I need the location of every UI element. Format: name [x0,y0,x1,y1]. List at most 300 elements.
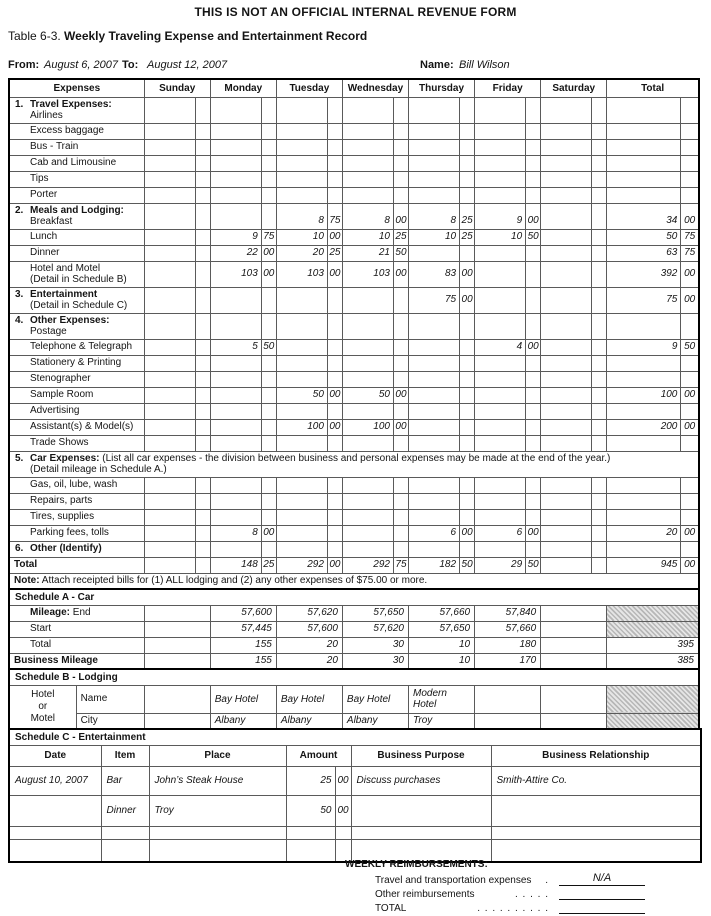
row-label: Cab and Limousine [30,157,117,169]
cell-wed-cents [393,493,408,509]
cell-wed-dollars [342,187,393,203]
cell-sat-dollars [541,435,592,451]
cell-mon-dollars: 5 [210,339,261,355]
cell-mon-dollars [210,123,261,139]
expense-label-cell [9,435,144,451]
mileage-label-cell [9,653,144,669]
cell-fri-dollars: 9 [475,203,526,229]
cell-tue-dollars: 10 [276,229,327,245]
expense-row [9,387,699,403]
entertainment-amount-dollars: 25 [286,766,335,795]
cell-sun-dollars [144,203,195,229]
row-label: Repairs, parts [30,495,93,507]
cell-sun-dollars [144,435,195,451]
section-span-cell [9,573,699,589]
cell-wed-dollars: 8 [342,203,393,229]
expense-label-cell [9,477,144,493]
cell-total-dollars [607,139,681,155]
cell-fri-cents: 00 [526,525,541,541]
table-number: Table 6-3. [8,29,61,43]
cell-tue-dollars [276,171,327,187]
cell-thu-cents: 00 [460,525,475,541]
lodging-cell-sun [144,713,210,729]
cell-tue-cents: 00 [327,229,342,245]
cell-sat-cents [592,435,607,451]
cell-sat-dollars [541,229,592,245]
cell-fri-cents [526,541,541,557]
cell-sun-dollars [144,509,195,525]
mileage-label-cell [9,637,144,653]
cell-mon-dollars [210,171,261,187]
cell-sat-cents [592,403,607,419]
cell-sat-cents [592,123,607,139]
lodging-cell-sun [144,685,210,713]
cell-mon-dollars [210,287,261,313]
entertainment-place [149,839,286,862]
cell-tue-cents: 25 [327,245,342,261]
cell-fri-dollars [475,123,526,139]
expense-row [9,97,699,123]
cell-total-dollars [607,541,681,557]
cell-sun-cents [195,477,210,493]
cell-sun-dollars [144,557,195,573]
cell-fri-cents [526,287,541,313]
column-header-amount: Amount [286,745,351,766]
cell-fri-cents [526,123,541,139]
cell-sat-dollars [541,387,592,403]
cell-fri-dollars [475,371,526,387]
cell-tue-cents [327,155,342,171]
cell-fri-cents [526,139,541,155]
cell-wed-cents [393,525,408,541]
column-header-saturday: Saturday [541,79,607,97]
cell-mon-dollars [210,477,261,493]
mileage-cell-tue: 57,600 [276,621,342,637]
cell-thu-cents [460,477,475,493]
entertainment-purpose [351,826,491,839]
row-label: Travel Expenses: [30,98,112,110]
expense-label-cell [9,403,144,419]
cell-wed-cents [393,139,408,155]
cell-thu-dollars [409,97,460,123]
cell-fri-cents [526,187,541,203]
cell-sun-cents [195,123,210,139]
row-label: Business Mileage [14,655,98,666]
cell-wed-cents: 00 [393,261,408,287]
cell-thu-cents [460,371,475,387]
cell-thu-cents [460,493,475,509]
cell-tue-dollars: 8 [276,203,327,229]
cell-mon-cents [261,139,276,155]
cell-tue-dollars: 50 [276,387,327,403]
cell-fri-cents: 00 [526,203,541,229]
cell-sat-cents [592,261,607,287]
cell-wed-cents [393,287,408,313]
mileage-cell-thu: 10 [409,653,475,669]
cell-mon-cents: 75 [261,229,276,245]
row-label: Advertising [30,405,80,417]
cell-wed-dollars [342,435,393,451]
mileage-cell-total [607,621,699,637]
cell-mon-cents [261,97,276,123]
section-span-cell [9,451,699,477]
cell-mon-dollars: 9 [210,229,261,245]
column-header-friday: Friday [475,79,541,97]
cell-sun-cents [195,287,210,313]
mileage-cell-tue: 20 [276,637,342,653]
cell-wed-cents [393,509,408,525]
cell-wed-cents [393,187,408,203]
mileage-cell-sat [541,653,607,669]
cell-fri-dollars [475,171,526,187]
cell-tue-dollars [276,355,327,371]
cell-wed-dollars [342,541,393,557]
cell-thu-dollars: 10 [409,229,460,245]
cell-mon-cents [261,493,276,509]
cell-tue-dollars [276,187,327,203]
cell-fri-cents [526,371,541,387]
expense-row [9,229,699,245]
cell-thu-cents [460,435,475,451]
cell-wed-dollars: 100 [342,419,393,435]
row-label: Tips [30,173,49,185]
cell-total-cents [681,493,699,509]
mileage-cell-mon: 155 [210,637,276,653]
cell-fri-dollars [475,139,526,155]
cell-thu-cents [460,403,475,419]
name-label: Name: [420,59,454,71]
cell-total-cents [681,541,699,557]
lodging-cell-mon: Albany [210,713,276,729]
cell-thu-dollars [409,155,460,171]
mileage-cell-mon: 155 [210,653,276,669]
cell-tue-dollars [276,97,327,123]
cell-wed-dollars [342,123,393,139]
cell-sat-cents [592,171,607,187]
cell-wed-dollars: 21 [342,245,393,261]
cell-mon-cents [261,155,276,171]
cell-tue-cents [327,313,342,339]
row-number: 6. [15,543,24,555]
cell-tue-cents [327,355,342,371]
entertainment-purpose: Discuss purchases [351,766,491,795]
row-label: Porter [30,189,58,201]
expense-row [9,573,699,589]
cell-wed-cents [393,355,408,371]
row-label: Stationery & Printing [30,357,122,369]
cell-total-dollars [607,355,681,371]
dot-leader: . . . . . . . . . . [477,903,549,914]
cell-tue-dollars [276,339,327,355]
mileage-cell-thu: 57,660 [409,605,475,621]
cell-fri-cents: 50 [526,229,541,245]
cell-tue-dollars: 100 [276,419,327,435]
cell-total-dollars [607,509,681,525]
mileage-cell-total [607,605,699,621]
cell-thu-cents: 25 [460,229,475,245]
cell-sat-cents [592,187,607,203]
expense-label-cell [9,313,144,339]
cell-mon-cents [261,477,276,493]
cell-sat-cents [592,155,607,171]
cell-mon-cents: 00 [261,245,276,261]
cell-wed-dollars [342,139,393,155]
entertainment-date [9,795,101,826]
cell-tue-cents [327,525,342,541]
cell-sun-cents [195,339,210,355]
cell-sat-cents [592,139,607,155]
row-label: Other Expenses: [30,314,110,326]
expense-label-cell [9,245,144,261]
entertainment-amount-dollars [286,839,335,862]
cell-wed-cents [393,339,408,355]
cell-sat-cents [592,371,607,387]
entertainment-item [101,826,149,839]
row-label: Entertainment [30,288,98,300]
entertainment-place: John’s Steak House [149,766,286,795]
cell-wed-dollars [342,287,393,313]
cell-tue-cents [327,97,342,123]
expense-label-cell [9,419,144,435]
cell-sun-dollars [144,355,195,371]
row-label: Sample Room [30,389,94,401]
cell-mon-dollars: 22 [210,245,261,261]
cell-wed-cents: 00 [393,387,408,403]
cell-fri-dollars [475,509,526,525]
cell-sun-cents [195,403,210,419]
cell-tue-dollars [276,313,327,339]
cell-tue-dollars [276,493,327,509]
lodging-cell-wed: Albany [342,713,408,729]
dot-leader: . . . . . [514,889,549,900]
expense-row [9,139,699,155]
cell-sun-cents [195,245,210,261]
entertainment-row [9,826,701,839]
entertainment-date [9,839,101,862]
cell-thu-cents [460,339,475,355]
cell-wed-cents [393,171,408,187]
expense-row [9,355,699,371]
cell-fri-dollars [475,287,526,313]
reimbursement-label: TOTAL [375,903,407,914]
cell-sat-dollars [541,261,592,287]
cell-sun-cents [195,493,210,509]
cell-sat-dollars [541,287,592,313]
cell-mon-cents [261,313,276,339]
cell-total-cents [681,139,699,155]
cell-tue-cents [327,541,342,557]
cell-thu-cents [460,355,475,371]
cell-tue-cents [327,287,342,313]
mileage-cell-wed: 57,650 [342,605,408,621]
cell-wed-cents [393,477,408,493]
cell-fri-cents [526,355,541,371]
cell-thu-dollars [409,171,460,187]
cell-sat-cents [592,387,607,403]
cell-total-cents [681,123,699,139]
cell-sun-dollars [144,187,195,203]
row-label: Start [30,623,52,635]
expense-label-cell [9,139,144,155]
cell-mon-cents [261,509,276,525]
expense-row [9,313,699,339]
mileage-cell-sat [541,621,607,637]
cell-fri-dollars: 4 [475,339,526,355]
lodging-cell-mon: Bay Hotel [210,685,276,713]
expense-row [9,557,699,573]
mileage-cell-mon: 57,445 [210,621,276,637]
cell-sun-cents [195,557,210,573]
cell-total-cents: 75 [681,229,699,245]
cell-thu-dollars [409,541,460,557]
cell-wed-cents [393,403,408,419]
expense-row [9,245,699,261]
row-sublabel: Breakfast [30,216,73,227]
cell-sat-dollars [541,171,592,187]
entertainment-header-row [9,745,701,766]
cell-wed-cents: 75 [393,557,408,573]
cell-fri-cents [526,435,541,451]
lodging-cell-fri [475,713,541,729]
row-number: 1. [15,98,24,110]
cell-total-dollars [607,493,681,509]
cell-thu-dollars [409,355,460,371]
row-sublabel: (Detail in Schedule B) [30,274,127,285]
entertainment-item: Bar [101,766,149,795]
cell-sun-dollars [144,97,195,123]
cell-wed-cents: 00 [393,419,408,435]
entertainment-amount-dollars: 50 [286,795,335,826]
row-label: Tires, supplies [30,511,95,523]
mileage-label-cell [9,621,144,637]
entertainment-amount-dollars [286,826,335,839]
row-label: Dinner [30,247,60,259]
cell-fri-cents [526,171,541,187]
cell-fri-dollars [475,387,526,403]
cell-total-cents [681,477,699,493]
cell-thu-cents [460,97,475,123]
lodging-cell-tue: Albany [276,713,342,729]
cell-fri-dollars [475,403,526,419]
cell-total-cents [681,371,699,387]
mileage-cell-fri: 57,840 [475,605,541,621]
expense-label-cell [9,123,144,139]
cell-sat-cents [592,313,607,339]
disclaimer-banner: THIS IS NOT AN OFFICIAL INTERNAL REVENUE FORM [194,5,517,19]
row-sublabel: Airlines [30,110,63,121]
row-label: Mileage: End [30,607,91,619]
cell-tue-cents: 00 [327,261,342,287]
cell-total-dollars [607,171,681,187]
cell-total-cents [681,403,699,419]
row-label: Gas, oil, lube, wash [30,479,118,491]
mileage-label-cell [9,605,144,621]
expense-row [9,187,699,203]
cell-mon-dollars [210,509,261,525]
reimbursement-amount-line [559,886,645,900]
row-sublabel: Postage [30,326,67,337]
cell-fri-dollars [475,187,526,203]
row-sublabel: (Detail in Schedule C) [30,300,128,311]
form-tables [8,78,700,863]
mileage-cell-sun [144,637,210,653]
cell-tue-dollars [276,477,327,493]
expense-label-cell [9,287,144,313]
cell-thu-cents: 00 [460,287,475,313]
dot-leader: . [545,875,549,886]
cell-wed-cents: 00 [393,203,408,229]
mileage-row [9,637,699,653]
weekly-reimbursements [345,859,645,914]
cell-sun-dollars [144,493,195,509]
mileage-cell-mon: 57,600 [210,605,276,621]
expense-label-cell [9,371,144,387]
cell-wed-dollars [342,509,393,525]
cell-wed-dollars [342,493,393,509]
cell-sat-dollars [541,557,592,573]
cell-sun-cents [195,97,210,123]
cell-mon-cents: 25 [261,557,276,573]
cell-fri-dollars [475,97,526,123]
cell-sat-dollars [541,477,592,493]
cell-total-cents [681,97,699,123]
cell-fri-cents [526,313,541,339]
expense-row [9,261,699,287]
cell-tue-dollars [276,123,327,139]
entertainment-row [9,766,701,795]
cell-tue-cents [327,493,342,509]
cell-total-cents: 00 [681,419,699,435]
entertainment-date [9,826,101,839]
cell-fri-dollars [475,419,526,435]
cell-total-cents: 75 [681,245,699,261]
cell-tue-cents [327,509,342,525]
reimbursement-amount-line [559,900,645,914]
cell-thu-dollars [409,313,460,339]
cell-sun-dollars [144,339,195,355]
cell-tue-dollars [276,287,327,313]
cell-tue-cents: 00 [327,419,342,435]
cell-mon-dollars [210,493,261,509]
column-header-monday: Monday [210,79,276,97]
cell-fri-dollars: 10 [475,229,526,245]
reimbursement-label: Travel and transportation expenses [375,875,532,886]
cell-total-cents: 50 [681,339,699,355]
cell-sun-dollars [144,245,195,261]
cell-wed-dollars [342,339,393,355]
mileage-cell-tue: 57,620 [276,605,342,621]
to-value: August 12, 2007 [147,59,228,71]
row-number: 4. [15,314,24,326]
cell-total-cents: 00 [681,387,699,403]
mileage-cell-fri: 57,660 [475,621,541,637]
cell-sat-dollars [541,97,592,123]
expense-label-cell [9,229,144,245]
cell-thu-cents [460,419,475,435]
cell-wed-cents [393,97,408,123]
cell-thu-cents [460,509,475,525]
cell-sun-dollars [144,403,195,419]
row-number: 3. [15,288,24,300]
table-caption [8,29,367,43]
reimbursement-label: Other reimbursements [375,889,475,900]
cell-mon-cents [261,287,276,313]
cell-fri-dollars [475,313,526,339]
mileage-row [9,653,699,669]
entertainment-place: Troy [149,795,286,826]
expense-label-cell [9,203,144,229]
cell-wed-cents: 50 [393,245,408,261]
